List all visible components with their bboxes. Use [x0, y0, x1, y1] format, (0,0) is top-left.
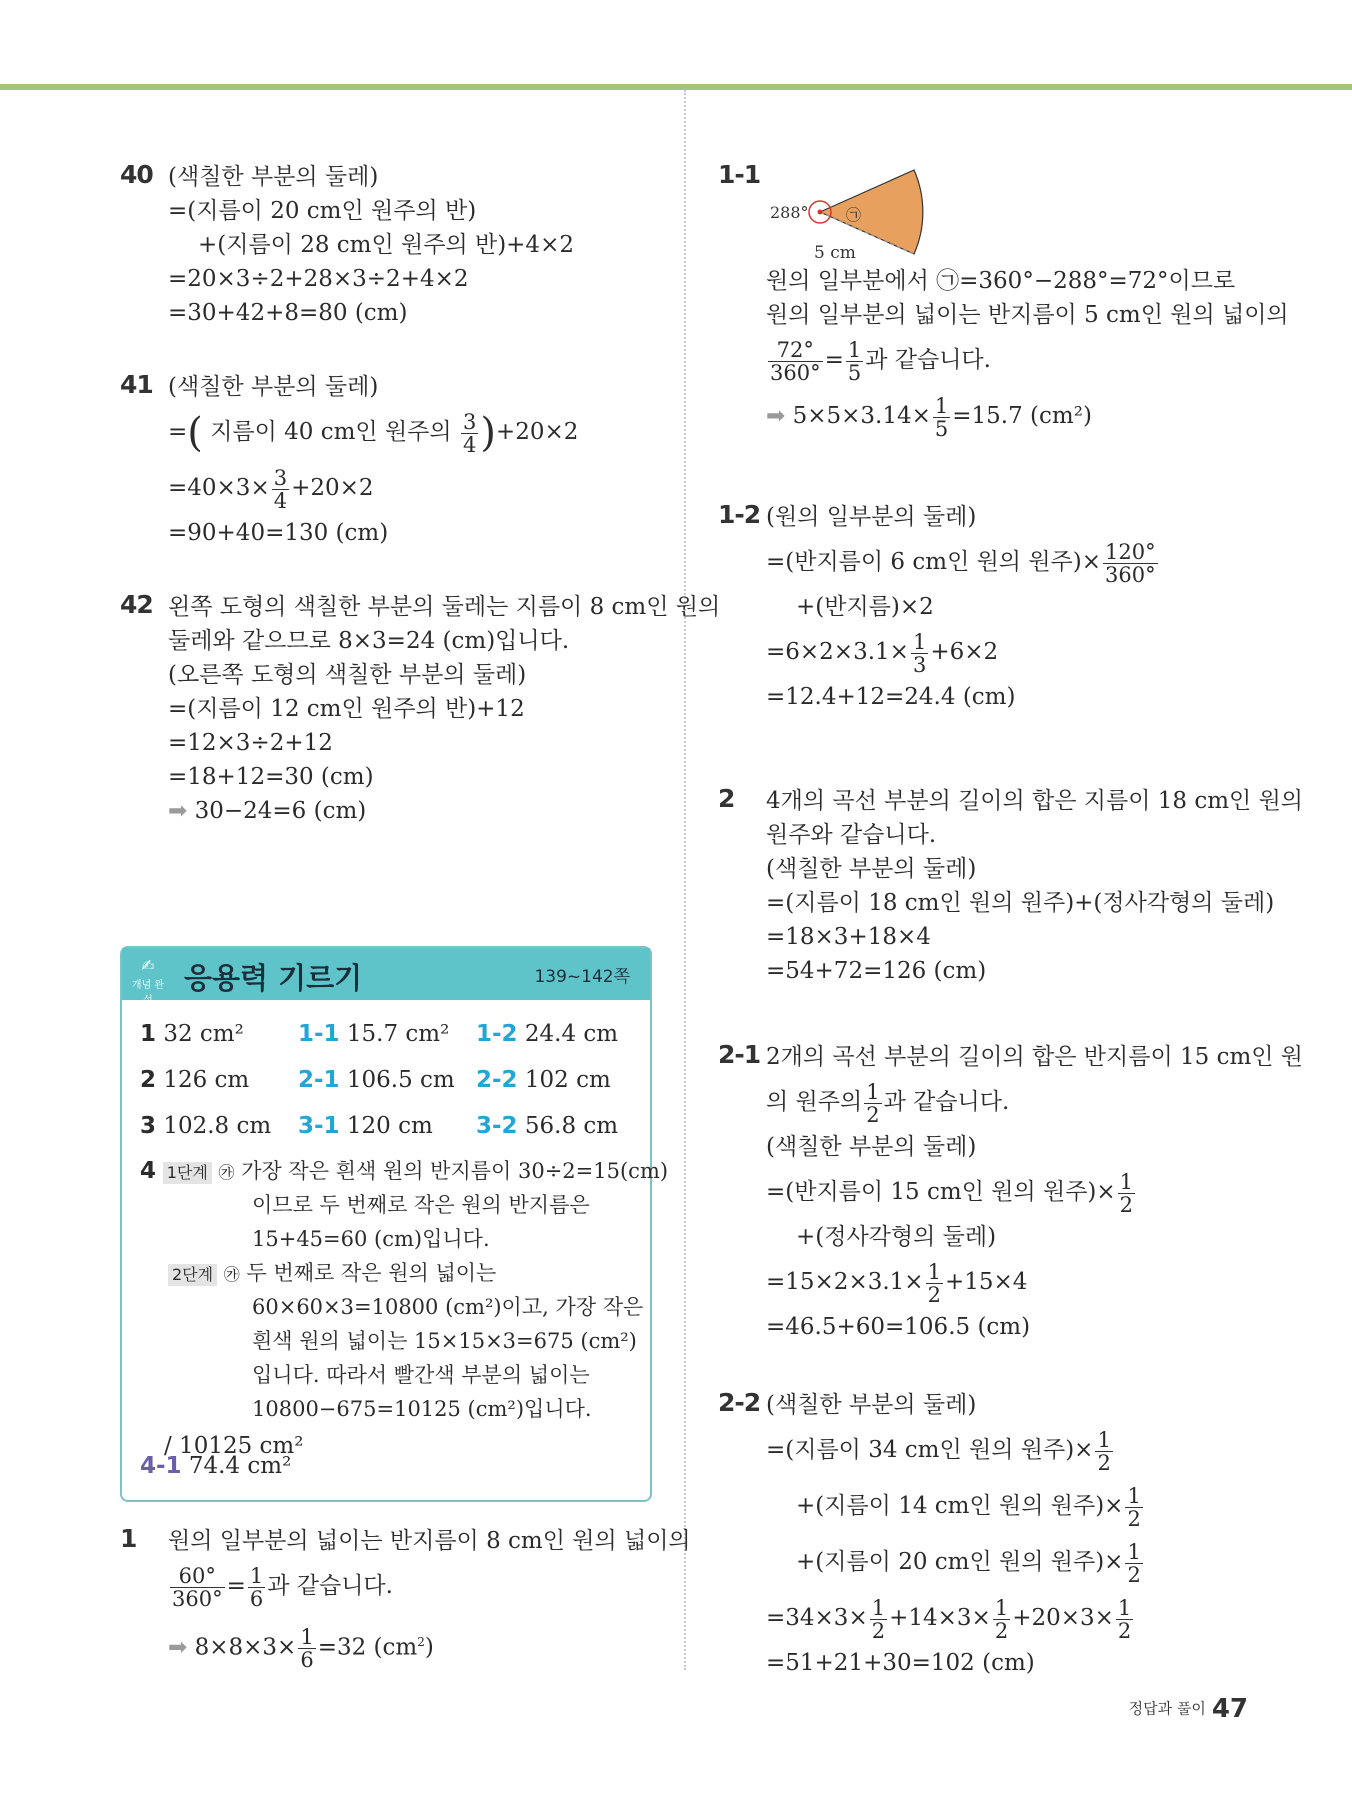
line: =(지름이 20 cm인 원주의 반) [168, 198, 477, 224]
text: =40×3× [168, 475, 270, 501]
line: =54+72=126 (cm) [766, 958, 987, 984]
answer-label: 3-1 [298, 1113, 340, 1139]
text: +(지름이 14 cm인 원의 원주)× [796, 1493, 1124, 1519]
text: =(지름이 34 cm인 원의 원주)× [766, 1437, 1094, 1463]
denominator: 2 [1097, 1450, 1111, 1475]
line [766, 388, 1258, 444]
top-rule [0, 84, 1352, 90]
radius-label: 5 cm [814, 243, 856, 263]
pen-icon: ✍ [141, 956, 155, 975]
problem-1-1 [718, 160, 1289, 444]
line: +(지름이 28 cm인 원주의 반)+4×2 [198, 232, 574, 258]
fraction [1095, 1429, 1112, 1474]
angle-label: 288° [770, 203, 809, 222]
denominator: 2 [994, 1618, 1009, 1643]
fraction [170, 1565, 225, 1610]
answer-value: 106.5 cm [346, 1067, 455, 1093]
numerator: 1 [249, 1563, 264, 1588]
denominator: 3 [912, 652, 927, 677]
answer-label: 1-2 [476, 1021, 518, 1047]
line: =(지름이 18 cm인 원의 원주)+(정사각형의 둘레) [766, 890, 1275, 916]
sector-figure [766, 160, 1258, 264]
text: 5×5×3.14× [792, 403, 931, 429]
answer-row [140, 1444, 291, 1488]
text: =15.7 (cm²) [952, 403, 1092, 429]
numerator: 3 [273, 465, 288, 490]
numerator: 1 [871, 1595, 886, 1620]
paren-open: ( [187, 410, 203, 456]
line: 왼쪽 도형의 색칠한 부분의 둘레는 지름이 8 cm인 원의 [168, 594, 721, 620]
arrow-icon: ➡ [168, 1634, 188, 1661]
denominator: 360° [172, 1586, 223, 1611]
line [766, 1478, 1258, 1534]
problem-42 [120, 590, 721, 828]
numerator: 1 [300, 1625, 314, 1650]
example-mark: ㉮ [223, 1265, 240, 1284]
fraction [1118, 1171, 1135, 1216]
text: = [226, 1573, 246, 1599]
fraction [768, 339, 823, 384]
line: +(정사각형의 둘레) [796, 1224, 997, 1250]
answer-label: 1 [140, 1021, 157, 1047]
answer-label: 3 [140, 1113, 157, 1139]
answer-label: 2-1 [298, 1067, 340, 1093]
line: 이므로 두 번째로 작은 원의 반지름은 [252, 1193, 590, 1217]
problem-number: 2-2 [718, 1388, 761, 1417]
arrow-icon: ➡ [766, 403, 786, 429]
denominator: 2 [927, 1282, 941, 1307]
answer-value: 32 cm² [163, 1021, 244, 1047]
numerator: 1 [934, 393, 949, 418]
text: +20×3× [1012, 1605, 1114, 1631]
text: 지름이 40 cm인 원주의 [210, 419, 452, 445]
denominator: 5 [934, 416, 949, 441]
answer-label: 2-2 [476, 1067, 518, 1093]
numerator: 3 [462, 409, 477, 434]
text: +20×2 [495, 419, 579, 445]
line: =90+40=130 (cm) [168, 520, 389, 546]
answer-label: 4-1 [140, 1453, 182, 1479]
denominator: 360° [1105, 562, 1156, 587]
problem-2 [718, 784, 1304, 988]
line: =18+12=30 (cm) [168, 764, 374, 790]
line: (색칠한 부분의 둘레) [766, 1134, 977, 1160]
fraction [461, 411, 478, 456]
arrow-icon: ➡ [168, 798, 188, 824]
text: 두 번째로 작은 원의 넓이는 [246, 1261, 497, 1285]
problem-number: 1-2 [718, 500, 761, 529]
line [766, 1254, 1258, 1310]
text: 과 같습니다. [883, 1089, 1010, 1115]
line: 15+45=60 (cm)입니다. [252, 1227, 490, 1251]
numerator: 1 [1127, 1539, 1141, 1564]
line [168, 1558, 708, 1614]
fraction [1116, 1597, 1133, 1642]
line: =12×3÷2+12 [168, 730, 333, 756]
line: 10800−675=10125 (cm²)입니다. [252, 1397, 592, 1421]
problem-1-2 [718, 500, 1258, 714]
fraction [248, 1565, 265, 1610]
numerator: 1 [847, 337, 862, 362]
left-column [120, 160, 721, 868]
line: / 10125 cm² [164, 1433, 304, 1459]
line: =30+42+8=80 (cm) [168, 300, 408, 326]
text: +15×4 [944, 1269, 1028, 1295]
line: +(반지름)×2 [796, 594, 934, 620]
paren-close: ) [480, 410, 496, 456]
problem-number: 1 [120, 1524, 137, 1553]
line [168, 460, 660, 516]
fraction [926, 1261, 943, 1306]
numerator: 1 [927, 1259, 941, 1284]
line: 원의 일부분의 넓이는 반지름이 5 cm인 원의 넓이의 [766, 302, 1289, 328]
problem-1 [120, 1524, 708, 1673]
column-divider [684, 90, 686, 1670]
tag-label: 개념 완성 [131, 980, 165, 1006]
question-4-answer [140, 1154, 669, 1466]
fraction [272, 467, 289, 512]
line: 둘레와 같으므로 8×3=24 (cm)입니다. [168, 628, 570, 654]
answer-value: 24.4 cm [524, 1021, 619, 1047]
answer-label: 3-2 [476, 1113, 518, 1139]
text: =6×2×3.1× [766, 639, 909, 665]
answer-value: 102 cm [524, 1067, 611, 1093]
text: =32 (cm [317, 1634, 418, 1661]
text: +20×2 [291, 475, 374, 501]
right-column [718, 160, 1304, 1720]
denominator: 2 [871, 1618, 886, 1643]
page-range: 139~142쪽 [534, 967, 630, 987]
denominator: 6 [300, 1648, 314, 1673]
line: 원의 일부분의 넓이는 반지름이 8 cm인 원의 넓이의 [168, 1528, 691, 1554]
line: 흰색 원의 넓이는 15×15×3=675 (cm²) [252, 1329, 637, 1353]
answer-label: 2 [140, 1067, 157, 1093]
line: =51+21+30=102 (cm) [766, 1650, 1035, 1676]
line: (색칠한 부분의 둘레) [168, 374, 379, 400]
denominator: 5 [847, 360, 862, 385]
fraction [846, 339, 863, 384]
text: 과 같습니다. [865, 347, 991, 373]
fraction [993, 1597, 1010, 1642]
line: (색칠한 부분의 둘레) [766, 1392, 977, 1418]
box-header [122, 948, 650, 1006]
text: 과 같습니다. [267, 1573, 393, 1599]
numerator: 72° [768, 339, 823, 362]
text: 30−24=6 (cm) [194, 798, 367, 824]
numerator: 1 [1097, 1427, 1111, 1452]
text: =(반지름이 6 cm인 원의 원주)× [766, 549, 1102, 575]
denominator: 2 [1127, 1562, 1141, 1587]
line [168, 404, 660, 460]
line: ➡ 8×8×3× $\frac{1}{6}$ =32 $(cm^2)$ [168, 1625, 434, 1673]
text: =15×2×3.1× [766, 1269, 924, 1295]
denominator: 4 [462, 432, 477, 457]
text: 의 원주의 [766, 1089, 863, 1115]
page-footer [1129, 1694, 1248, 1724]
concept-tag [128, 956, 168, 1006]
line [140, 1256, 640, 1290]
line: 60×60×3=10800 (cm²)이고, 가장 작은 [252, 1295, 644, 1319]
fraction [911, 631, 928, 676]
problem-40 [120, 160, 660, 330]
denominator: 6 [249, 1586, 264, 1611]
numerator: 1 [994, 1595, 1009, 1620]
fraction [1125, 1485, 1142, 1530]
denominator: 2 [1117, 1618, 1132, 1643]
line: 원주와 같습니다. [766, 822, 937, 848]
line: (원의 일부분의 둘레) [766, 504, 977, 530]
line: (오른쪽 도형의 색칠한 부분의 둘레) [168, 662, 527, 688]
line [140, 1154, 669, 1188]
denominator: 4 [273, 488, 288, 513]
numerator: 60° [170, 1565, 225, 1588]
problem-2-2 [718, 1388, 1258, 1680]
problem-number: 41 [120, 370, 153, 399]
box-title: 응용력 기르기 [184, 961, 363, 995]
numerator: 1 [912, 629, 927, 654]
line [766, 534, 1258, 590]
text: =(반지름이 15 cm인 원의 원주)× [766, 1179, 1116, 1205]
problem-2-1 [718, 1040, 1304, 1344]
fraction [1103, 541, 1158, 586]
sector-diagram [766, 164, 966, 268]
line: 입니다. 따라서 빨간색 부분의 넓이는 [252, 1363, 590, 1387]
line: =12.4+12=24.4 (cm) [766, 684, 1016, 710]
line [766, 624, 1258, 680]
text: = [168, 419, 188, 445]
center-point [818, 210, 823, 215]
fraction [870, 1597, 887, 1642]
text: +6×2 [930, 639, 999, 665]
problem-number: 40 [120, 160, 153, 189]
fraction [1125, 1541, 1142, 1586]
answer-value: 120 cm [346, 1113, 433, 1139]
numerator: 120° [1105, 539, 1156, 564]
problem-number: 1-1 [718, 160, 761, 189]
answer-value: 74.4 cm² [188, 1453, 292, 1479]
line: =46.5+60=106.5 (cm) [766, 1314, 1031, 1340]
numerator: 1 [1117, 1595, 1132, 1620]
problem-number: 2-1 [718, 1040, 761, 1069]
fraction [933, 395, 950, 440]
line [766, 1590, 1258, 1646]
fraction [298, 1626, 315, 1671]
text: +14×3× [889, 1605, 991, 1631]
line: 원의 일부분에서 ㉠=360°−288°=72°이므로 [766, 268, 1236, 294]
line [766, 1422, 1258, 1478]
numerator: 1 [1119, 1169, 1134, 1194]
line: (색칠한 부분의 둘레) [766, 856, 977, 882]
angle-symbol: ㉠ [846, 206, 862, 224]
problem-number: 2 [718, 784, 735, 813]
line: =(지름이 12 cm인 원주의 반)+12 [168, 696, 525, 722]
text: 8×8×3× [194, 1634, 297, 1661]
line: (색칠한 부분의 둘레) [168, 164, 379, 190]
line: 4개의 곡선 부분의 길이의 합은 지름이 18 cm인 원의 [766, 788, 1304, 814]
answer-value: 102.8 cm [163, 1113, 272, 1139]
numerator: 1 [866, 1079, 880, 1104]
step-badge: 1단계 [163, 1162, 212, 1184]
line: =18×3+18×4 [766, 924, 931, 950]
line [766, 1074, 1258, 1130]
page-number: 47 [1211, 1694, 1248, 1724]
line: 2개의 곡선 부분의 길이의 합은 반지름이 15 cm인 원 [766, 1044, 1304, 1070]
denominator: 2 [1119, 1192, 1134, 1217]
answer-summary-box [120, 946, 669, 1502]
answer-label: 4 [140, 1158, 157, 1184]
step-badge: 2단계 [168, 1264, 217, 1286]
footer-label: 정답과 풀이 [1128, 1699, 1206, 1718]
fraction [864, 1081, 881, 1126]
sector-shape [820, 170, 923, 254]
line [168, 794, 660, 828]
answer-value: 15.7 cm² [346, 1021, 450, 1047]
answer-value: 56.8 cm [524, 1113, 619, 1139]
example-mark: ㉮ [218, 1163, 235, 1182]
answer-value: 126 cm [163, 1067, 250, 1093]
denominator: 360° [770, 360, 821, 385]
line [766, 1534, 1258, 1590]
text: ) [424, 1634, 434, 1661]
text: 가장 작은 흰색 원의 반지름이 30÷2=15(cm) [241, 1159, 669, 1183]
answer-label: 1-1 [298, 1021, 340, 1047]
text: +(지름이 20 cm인 원의 원주)× [796, 1549, 1124, 1575]
line: $\frac{72^\circ}{360^\circ}$ = $\frac{1}{5}$ 과 같습니다. [770, 337, 991, 385]
line: =20×3÷2+28×3÷2+4×2 [168, 266, 469, 292]
line [766, 1164, 1258, 1220]
problem-number: 42 [120, 590, 153, 619]
problem-41 [120, 370, 660, 550]
denominator: 2 [866, 1102, 880, 1127]
text: =34×3× [766, 1605, 868, 1631]
numerator: 1 [1127, 1483, 1141, 1508]
denominator: 2 [1127, 1506, 1141, 1531]
